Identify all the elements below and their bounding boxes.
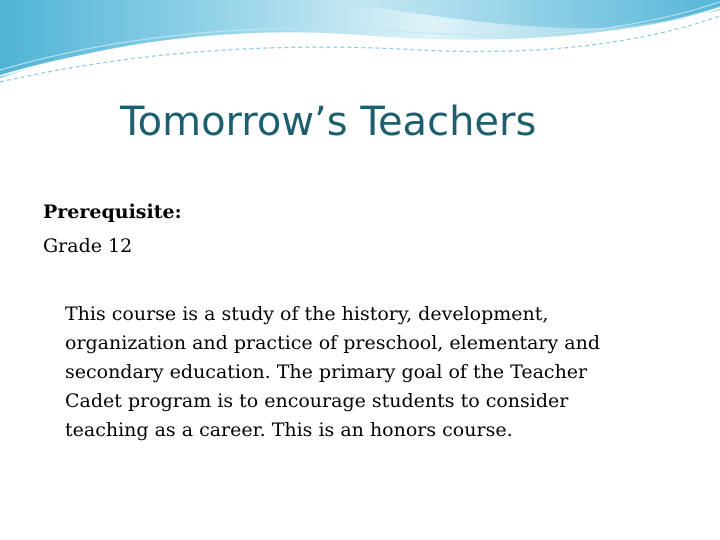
- description-line: Cadet program is to encourage students to consider: [65, 390, 569, 412]
- description-line: teaching as a career. This is an honors course.: [65, 419, 513, 441]
- description-line: This course is a study of the history, development,: [65, 303, 549, 325]
- slide-title: Tomorrow’s Teachers: [120, 99, 537, 145]
- description-line: organization and practice of preschool, elementary and: [65, 332, 600, 354]
- prerequisite-value: Grade 12: [43, 235, 133, 257]
- wave-header-decoration: [0, 0, 720, 90]
- description-line: secondary education. The primary goal of the Teacher: [65, 361, 588, 383]
- prerequisite-label: Prerequisite:: [43, 201, 182, 223]
- course-description: [65, 300, 665, 445]
